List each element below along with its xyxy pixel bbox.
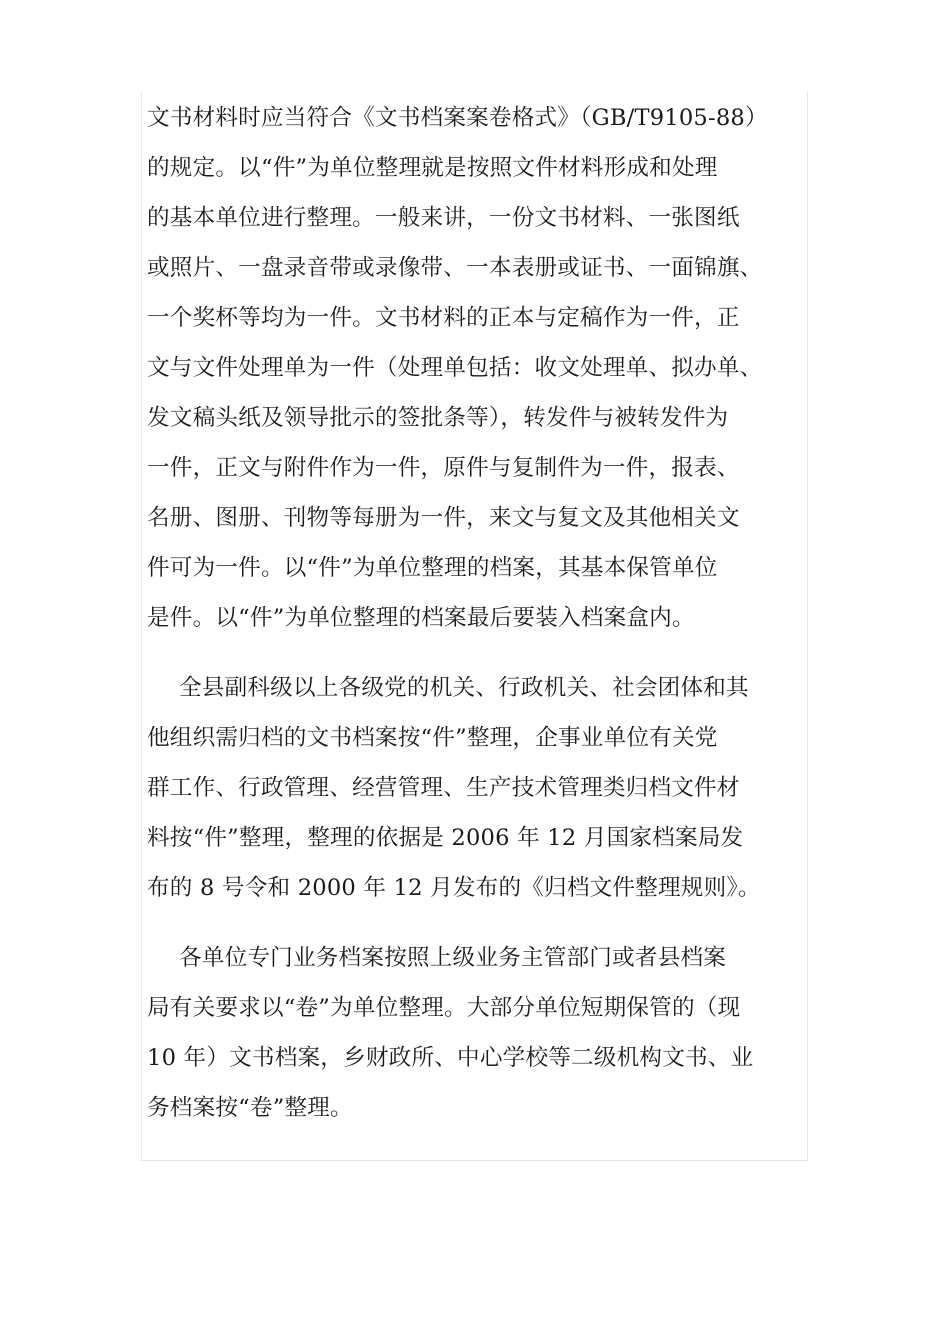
text-line: 务档案按“卷”整理。 xyxy=(147,1095,353,1121)
text-line: 的规定。以“件”为单位整理就是按照文件材料形成和处理 xyxy=(147,155,718,181)
text-line: 件可为一件。以“件”为单位整理的档案，其基本保管单位 xyxy=(147,555,718,581)
text-line: 10 年）文书档案，乡财政所、中心学校等二级机构文书、业 xyxy=(147,1045,754,1071)
paragraph-3 xyxy=(147,933,807,1133)
text-line: 名册、图册、刊物等每册为一件，来文与复文及其他相关文 xyxy=(147,505,740,531)
paragraph-2 xyxy=(147,663,807,913)
text-line: 文书材料时应当符合《文书档案案卷格式》（GB/T9105-88） xyxy=(147,105,768,131)
text-line: 局有关要求以“卷”为单位整理。大部分单位短期保管的（现 xyxy=(147,995,741,1021)
text-line: 文与文件处理单为一件（处理单包括：收文处理单、拟办单、 xyxy=(147,355,763,381)
text-line: 料按“件”整理，整理的依据是 2006 年 12 月国家档案局发 xyxy=(147,825,744,851)
text-line: 的基本单位进行整理。一般来讲，一份文书材料、一张图纸 xyxy=(147,205,740,231)
text-line: 发文稿头纸及领导批示的签批条等），转发件与被转发件为 xyxy=(147,405,729,431)
text-line: 布的 8 号令和 2000 年 12 月发布的《归档文件整理规则》。 xyxy=(147,875,761,901)
paragraph-1 xyxy=(147,93,807,643)
text-line: 一个奖杯等均为一件。文书材料的正本与定稿作为一件，正 xyxy=(147,305,740,331)
text-line: 一件，正文与附件作为一件，原件与复制件为一件，报表、 xyxy=(147,455,740,481)
text-line: 群工作、行政管理、经营管理、生产技术管理类归档文件材 xyxy=(147,775,740,801)
text-line: 各单位专门业务档案按照上级业务主管部门或者县档案 xyxy=(179,945,727,971)
text-line: 是件。以“件”为单位整理的档案最后要装入档案盒内。 xyxy=(147,605,695,631)
text-line: 全县副科级以上各级党的机关、行政机关、社会团体和其 xyxy=(179,675,749,701)
text-line: 或照片、一盘录音带或录像带、一本表册或证书、一面锦旗、 xyxy=(147,255,763,281)
text-line: 他组织需归档的文书档案按“件”整理，企事业单位有关党 xyxy=(147,725,718,751)
